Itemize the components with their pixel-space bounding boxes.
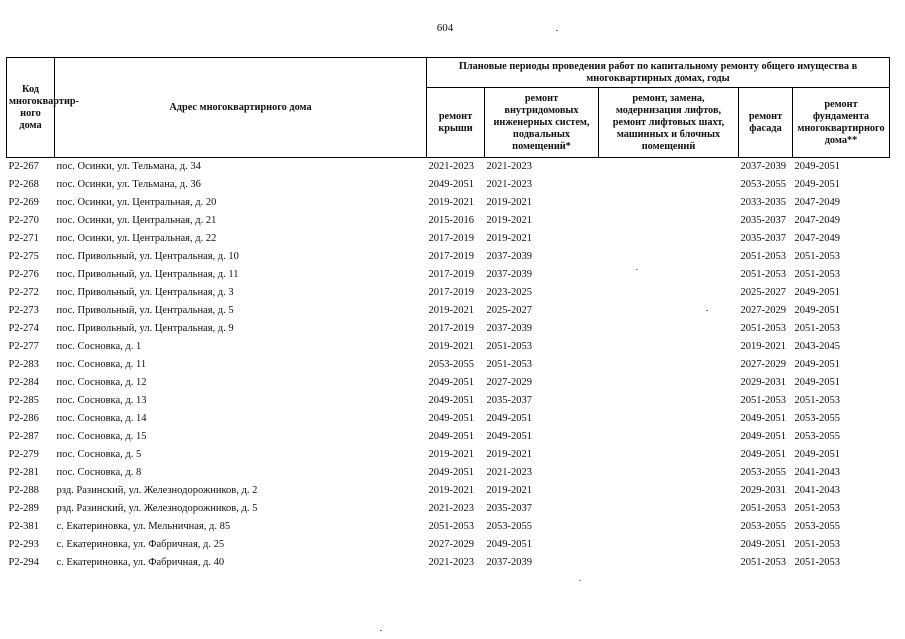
- roof-period-cell: 2017-2019: [428, 323, 474, 334]
- roof-period-cell: 2053-2055: [428, 359, 474, 370]
- house-code-cell: Р2-381: [8, 521, 39, 532]
- foundation-period-cell: 2051-2053: [794, 395, 840, 406]
- foundation-period-cell: 2051-2053: [794, 251, 840, 262]
- house-code-cell: Р2-288: [8, 485, 39, 496]
- table-row: [7, 212, 890, 230]
- table-row: [7, 374, 890, 392]
- elevator-period-cell: [599, 320, 739, 338]
- roof-period-cell: 2049-2051: [428, 413, 474, 424]
- elevator-period-cell: [599, 410, 739, 428]
- systems-period-cell: 2019-2021: [486, 485, 532, 496]
- elevator-period-cell: [599, 428, 739, 446]
- systems-period-cell: 2035-2037: [486, 395, 532, 406]
- house-code-cell: Р2-272: [8, 287, 39, 298]
- house-code-cell: Р2-269: [8, 197, 39, 208]
- systems-period-cell: 2019-2021: [486, 215, 532, 226]
- systems-period-cell: 2049-2051: [486, 413, 532, 424]
- foundation-period-cell: 2051-2053: [794, 503, 840, 514]
- systems-period-cell: 2037-2039: [486, 269, 532, 280]
- table-row: [7, 464, 890, 482]
- systems-period-cell: 2053-2055: [486, 521, 532, 532]
- table-row: [7, 392, 890, 410]
- elevator-period-cell: [599, 446, 739, 464]
- foundation-period-cell: 2049-2051: [794, 161, 840, 172]
- roof-period-cell: 2049-2051: [428, 377, 474, 388]
- facade-period-cell: 2035-2037: [740, 233, 786, 244]
- page-number: 604: [436, 22, 454, 34]
- roof-period-cell: 2019-2021: [428, 341, 474, 352]
- foundation-period-cell: 2041-2043: [794, 467, 840, 478]
- address-cell: пос. Сосновка, д. 1: [56, 341, 142, 352]
- house-code-cell: Р2-287: [8, 431, 39, 442]
- address-cell: пос. Привольный, ул. Центральная, д. 11: [56, 269, 239, 280]
- elevator-period-cell: [599, 464, 739, 482]
- roof-period-cell: 2049-2051: [428, 179, 474, 190]
- elevator-period-cell: [599, 212, 739, 230]
- elevator-period-cell: [599, 338, 739, 356]
- header-facade: ремонт фасада: [739, 88, 793, 158]
- foundation-period-cell: 2051-2053: [794, 539, 840, 550]
- table-row: [7, 176, 890, 194]
- address-cell: пос. Привольный, ул. Центральная, д. 9: [56, 323, 234, 334]
- roof-period-cell: 2019-2021: [428, 197, 474, 208]
- address-cell: пос. Осинки, ул. Тельмана, д. 34: [56, 161, 201, 172]
- roof-period-cell: 2017-2019: [428, 233, 474, 244]
- facade-period-cell: 2053-2055: [740, 521, 786, 532]
- address-cell: пос. Осинки, ул. Тельмана, д. 36: [56, 179, 201, 190]
- roof-period-cell: 2027-2029: [428, 539, 474, 550]
- header-address: Адрес многоквартирного дома: [55, 58, 427, 158]
- scan-speck: [636, 269, 638, 270]
- header-elevator: ремонт, замена, модернизация лифтов, ремонт лифтовых шахт, машинных и блочных помещений: [599, 88, 739, 158]
- elevator-period-cell: [599, 230, 739, 248]
- facade-period-cell: 2051-2053: [740, 323, 786, 334]
- address-cell: рзд. Разинский, ул. Железнодорожников, д. 5: [56, 503, 258, 514]
- scan-speck: [380, 630, 382, 631]
- facade-period-cell: 2019-2021: [740, 341, 786, 352]
- house-code-cell: Р2-274: [8, 323, 39, 334]
- header-systems: ремонт внутридомовых инженерных систем, подвальных помещений*: [485, 88, 599, 158]
- roof-period-cell: 2049-2051: [428, 431, 474, 442]
- table-row: [7, 356, 890, 374]
- house-code-cell: Р2-273: [8, 305, 39, 316]
- systems-period-cell: 2025-2027: [486, 305, 532, 316]
- roof-period-cell: 2019-2021: [428, 305, 474, 316]
- header-periods: Плановые периоды проведения работ по капитальному ремонту общего имущества в многоквартирных домах, годы: [427, 58, 890, 88]
- house-code-cell: Р2-276: [8, 269, 39, 280]
- elevator-period-cell: [599, 374, 739, 392]
- house-code-cell: Р2-281: [8, 467, 39, 478]
- table-row: [7, 428, 890, 446]
- elevator-period-cell: [599, 392, 739, 410]
- header-roof: ремонт крыши: [427, 88, 485, 158]
- roof-period-cell: 2015-2016: [428, 215, 474, 226]
- foundation-period-cell: 2049-2051: [794, 179, 840, 190]
- table-row: [7, 302, 890, 320]
- elevator-period-cell: [599, 482, 739, 500]
- foundation-period-cell: 2053-2055: [794, 431, 840, 442]
- address-cell: пос. Сосновка, д. 11: [56, 359, 147, 370]
- facade-period-cell: 2051-2053: [740, 503, 786, 514]
- foundation-period-cell: 2051-2053: [794, 323, 840, 334]
- elevator-period-cell: [599, 518, 739, 536]
- systems-period-cell: 2021-2023: [486, 161, 532, 172]
- address-cell: пос. Сосновка, д. 5: [56, 449, 142, 460]
- scan-speck: [556, 30, 558, 31]
- address-cell: пос. Сосновка, д. 12: [56, 377, 147, 388]
- systems-period-cell: 2023-2025: [486, 287, 532, 298]
- facade-period-cell: 2051-2053: [740, 269, 786, 280]
- facade-period-cell: 2029-2031: [740, 377, 786, 388]
- elevator-period-cell: [599, 554, 739, 572]
- foundation-period-cell: 2043-2045: [794, 341, 840, 352]
- address-cell: пос. Сосновка, д. 8: [56, 467, 142, 478]
- facade-period-cell: 2033-2035: [740, 197, 786, 208]
- table-row: [7, 284, 890, 302]
- foundation-period-cell: 2041-2043: [794, 485, 840, 496]
- table-row: [7, 554, 890, 572]
- house-code-cell: Р2-284: [8, 377, 39, 388]
- facade-period-cell: 2027-2029: [740, 305, 786, 316]
- facade-period-cell: 2027-2029: [740, 359, 786, 370]
- table-row: [7, 482, 890, 500]
- table-row: [7, 446, 890, 464]
- roof-period-cell: 2019-2021: [428, 449, 474, 460]
- foundation-period-cell: 2051-2053: [794, 269, 840, 280]
- address-cell: с. Екатериновка, ул. Фабричная, д. 25: [56, 539, 225, 550]
- roof-period-cell: 2049-2051: [428, 467, 474, 478]
- table-row: [7, 410, 890, 428]
- house-code-cell: Р2-293: [8, 539, 39, 550]
- address-cell: пос. Сосновка, д. 13: [56, 395, 147, 406]
- header-foundation: ремонт фундамента многоквартирного дома**: [793, 88, 890, 158]
- roof-period-cell: 2017-2019: [428, 251, 474, 262]
- house-code-cell: Р2-275: [8, 251, 39, 262]
- address-cell: с. Екатериновка, ул. Фабричная, д. 40: [56, 557, 225, 568]
- facade-period-cell: 2049-2051: [740, 539, 786, 550]
- facade-period-cell: 2049-2051: [740, 413, 786, 424]
- header-code: Код многоквартир-ного дома: [7, 58, 55, 158]
- elevator-period-cell: [599, 284, 739, 302]
- foundation-period-cell: 2049-2051: [794, 449, 840, 460]
- roof-period-cell: 2021-2023: [428, 557, 474, 568]
- roof-period-cell: 2021-2023: [428, 161, 474, 172]
- address-cell: пос. Осинки, ул. Центральная, д. 21: [56, 215, 217, 226]
- systems-period-cell: 2021-2023: [486, 179, 532, 190]
- roof-period-cell: 2017-2019: [428, 269, 474, 280]
- table-row: [7, 158, 890, 177]
- roof-period-cell: 2019-2021: [428, 485, 474, 496]
- table-row: [7, 500, 890, 518]
- address-cell: пос. Осинки, ул. Центральная, д. 20: [56, 197, 217, 208]
- house-code-cell: Р2-289: [8, 503, 39, 514]
- table-row: [7, 518, 890, 536]
- scan-speck: [706, 310, 708, 311]
- facade-period-cell: 2053-2055: [740, 179, 786, 190]
- foundation-period-cell: 2049-2051: [794, 359, 840, 370]
- facade-period-cell: 2051-2053: [740, 557, 786, 568]
- foundation-period-cell: 2047-2049: [794, 233, 840, 244]
- systems-period-cell: 2051-2053: [486, 359, 532, 370]
- elevator-period-cell: [599, 356, 739, 374]
- systems-period-cell: 2019-2021: [486, 197, 532, 208]
- table-row: [7, 194, 890, 212]
- foundation-period-cell: 2049-2051: [794, 287, 840, 298]
- roof-period-cell: 2021-2023: [428, 503, 474, 514]
- systems-period-cell: 2049-2051: [486, 431, 532, 442]
- elevator-period-cell: [599, 536, 739, 554]
- address-cell: рзд. Разинский, ул. Железнодорожников, д. 2: [56, 485, 258, 496]
- scan-speck: [579, 580, 581, 581]
- facade-period-cell: 2053-2055: [740, 467, 786, 478]
- foundation-period-cell: 2049-2051: [794, 377, 840, 388]
- elevator-period-cell: [599, 302, 739, 320]
- address-cell: пос. Сосновка, д. 14: [56, 413, 147, 424]
- facade-period-cell: 2049-2051: [740, 449, 786, 460]
- systems-period-cell: 2037-2039: [486, 557, 532, 568]
- elevator-period-cell: [599, 500, 739, 518]
- house-code-cell: Р2-285: [8, 395, 39, 406]
- foundation-period-cell: 2049-2051: [794, 305, 840, 316]
- house-code-cell: Р2-294: [8, 557, 39, 568]
- foundation-period-cell: 2053-2055: [794, 413, 840, 424]
- systems-period-cell: 2037-2039: [486, 323, 532, 334]
- address-cell: пос. Сосновка, д. 15: [56, 431, 147, 442]
- house-code-cell: Р2-277: [8, 341, 39, 352]
- table-row: [7, 338, 890, 356]
- table-row: [7, 536, 890, 554]
- address-cell: пос. Привольный, ул. Центральная, д. 5: [56, 305, 234, 316]
- house-code-cell: Р2-271: [8, 233, 39, 244]
- elevator-period-cell: [599, 194, 739, 212]
- address-cell: пос. Привольный, ул. Центральная, д. 10: [56, 251, 239, 262]
- systems-period-cell: 2019-2021: [486, 233, 532, 244]
- systems-period-cell: 2037-2039: [486, 251, 532, 262]
- table-row: [7, 230, 890, 248]
- table-row: [7, 266, 890, 284]
- systems-period-cell: 2051-2053: [486, 341, 532, 352]
- house-code-cell: Р2-268: [8, 179, 39, 190]
- facade-period-cell: 2035-2037: [740, 215, 786, 226]
- facade-period-cell: 2029-2031: [740, 485, 786, 496]
- systems-period-cell: 2019-2021: [486, 449, 532, 460]
- house-code-cell: Р2-279: [8, 449, 39, 460]
- facade-period-cell: 2049-2051: [740, 431, 786, 442]
- table-row: [7, 320, 890, 338]
- roof-period-cell: 2049-2051: [428, 395, 474, 406]
- house-code-cell: Р2-267: [8, 161, 39, 172]
- table-body: [7, 158, 890, 573]
- house-code-cell: Р2-270: [8, 215, 39, 226]
- foundation-period-cell: 2047-2049: [794, 197, 840, 208]
- systems-period-cell: 2035-2037: [486, 503, 532, 514]
- address-cell: пос. Привольный, ул. Центральная, д. 3: [56, 287, 234, 298]
- elevator-period-cell: [599, 176, 739, 194]
- elevator-period-cell: [599, 158, 739, 177]
- roof-period-cell: 2017-2019: [428, 287, 474, 298]
- systems-period-cell: 2027-2029: [486, 377, 532, 388]
- systems-period-cell: 2021-2023: [486, 467, 532, 478]
- house-code-cell: Р2-283: [8, 359, 39, 370]
- address-cell: пос. Осинки, ул. Центральная, д. 22: [56, 233, 217, 244]
- address-cell: с. Екатериновка, ул. Мельничная, д. 85: [56, 521, 231, 532]
- facade-period-cell: 2037-2039: [740, 161, 786, 172]
- roof-period-cell: 2051-2053: [428, 521, 474, 532]
- elevator-period-cell: [599, 266, 739, 284]
- facade-period-cell: 2025-2027: [740, 287, 786, 298]
- facade-period-cell: 2051-2053: [740, 251, 786, 262]
- elevator-period-cell: [599, 248, 739, 266]
- systems-period-cell: 2049-2051: [486, 539, 532, 550]
- foundation-period-cell: 2051-2053: [794, 557, 840, 568]
- capital-repair-table: [6, 57, 890, 572]
- table-row: [7, 248, 890, 266]
- facade-period-cell: 2051-2053: [740, 395, 786, 406]
- foundation-period-cell: 2047-2049: [794, 215, 840, 226]
- foundation-period-cell: 2053-2055: [794, 521, 840, 532]
- house-code-cell: Р2-286: [8, 413, 39, 424]
